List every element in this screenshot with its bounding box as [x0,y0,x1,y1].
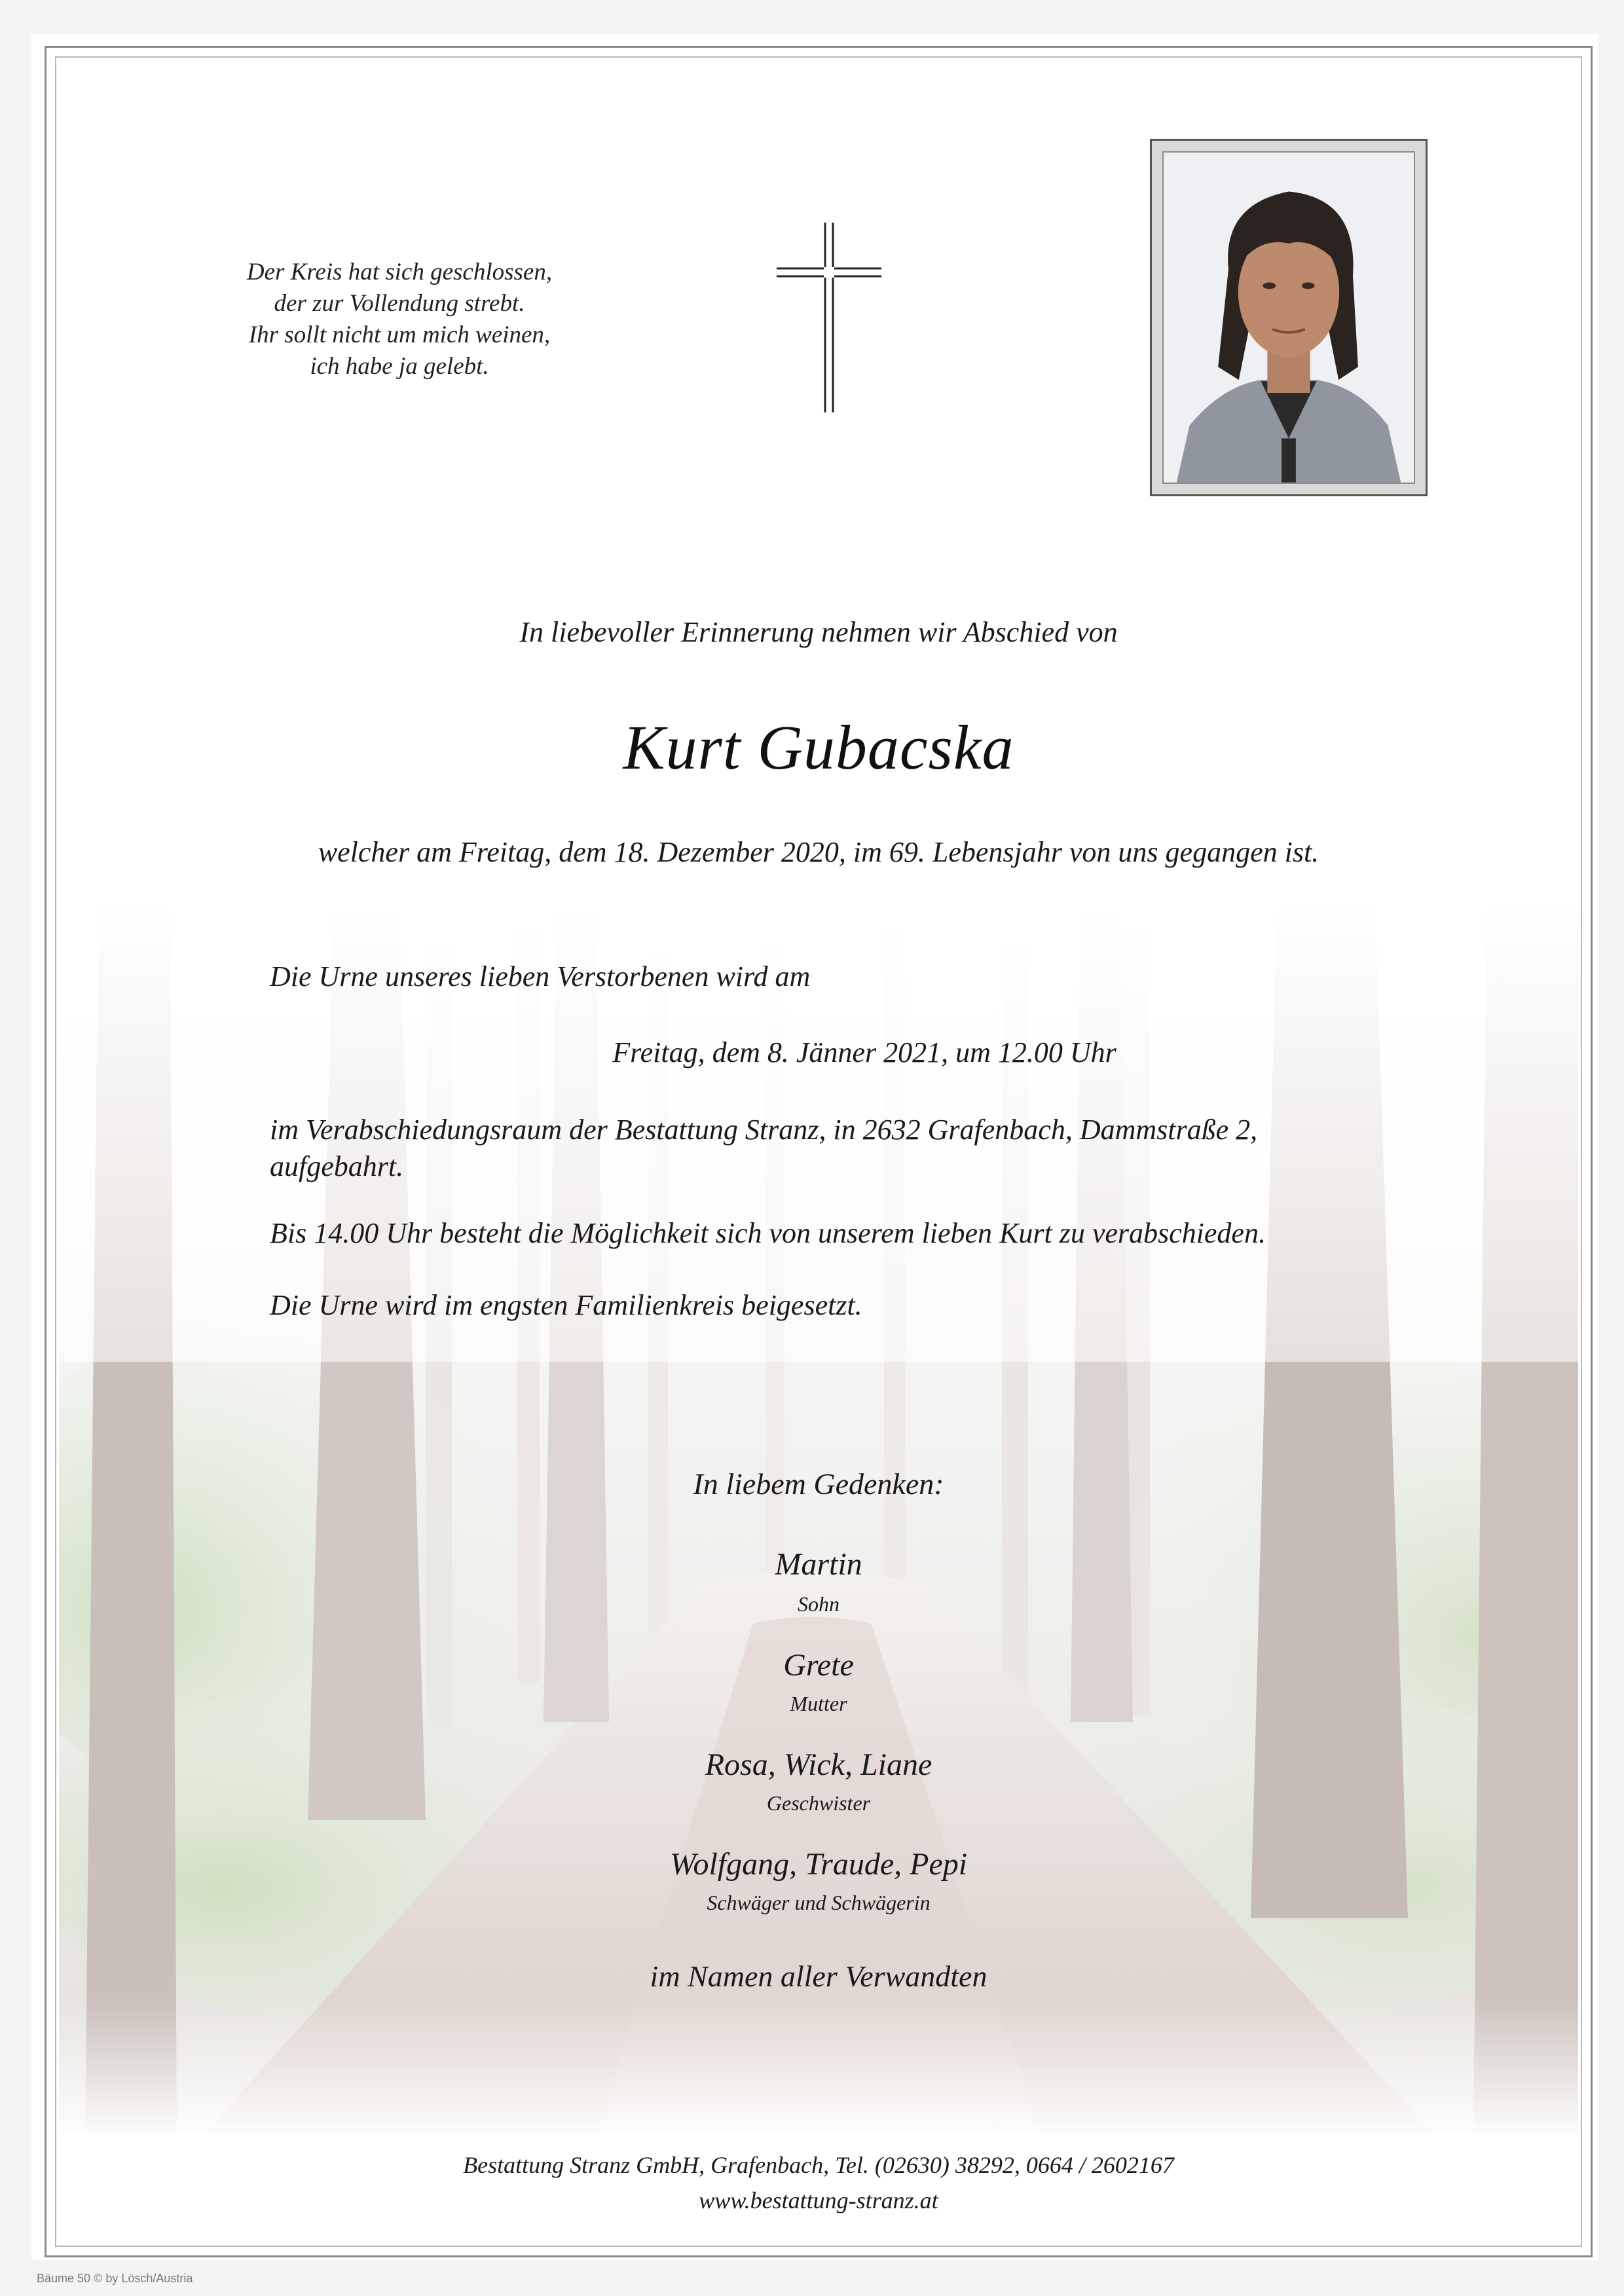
relative-relation: Mutter [790,1692,847,1715]
relative-names: Martin [775,1547,862,1582]
poem-line: Ihr sollt nicht um mich weinen, [248,321,551,348]
ceremony-place-continued: aufgebahrt. [270,1150,404,1182]
relative-names: Grete [783,1648,854,1683]
printer-note: Bäume 50 © by Lösch/Austria [37,2272,193,2285]
closing-line: im Namen aller Verwandten [650,1959,987,1993]
farewell-time: Bis 14.00 Uhr besteht die Möglichkeit sich von unserem lieben Kurt zu verabschieden. [270,1217,1266,1249]
intro-text: In liebevoller Erinnerung nehmen wir Abschied von [519,616,1118,648]
poem-line: der zur Vollendung strebt. [274,290,525,317]
poem-line: ich habe ja gelebt. [310,353,489,380]
mourners-heading: In liebem Gedenken: [693,1467,944,1501]
burial-note: Die Urne wird im engsten Familienkreis beigesetzt. [270,1289,862,1321]
relative-relation: Schwäger und Schwägerin [707,1891,931,1914]
relative-names: Wolfgang, Traude, Pepi [669,1847,968,1882]
portrait-frame [1150,139,1428,496]
poem-line: Der Kreis hat sich geschlossen, [246,259,553,285]
relative-relation: Sohn [798,1592,840,1616]
relative-names: Rosa, Wick, Liane [705,1747,932,1782]
poem [196,257,602,382]
portrait-photo [1162,151,1415,484]
undertaker-contact: Bestattung Stranz GmbH, Grafenbach, Tel. (02630) 38292, 0664 / 2602167 [463,2152,1174,2178]
urn-line: Die Urne unseres lieben Verstorbenen wird am [270,960,811,993]
relative-relation: Geschwister [766,1791,871,1815]
deceased-name: Kurt Gubacska [623,712,1014,782]
death-notice: welcher am Freitag, dem 18. Dezember 2020, im 69. Lebensjahr von uns gegangen ist. [318,836,1320,868]
undertaker-website[interactable]: www.bestattung-stranz.at [699,2187,938,2214]
ceremony-date: Freitag, dem 8. Jänner 2021, um 12.00 Uhr [612,1036,1116,1068]
ceremony-place: im Verabschiedungsraum der Bestattung Stranz, in 2632 Grafenbach, Dammstraße 2, [270,1114,1258,1146]
cross-icon [777,223,881,412]
